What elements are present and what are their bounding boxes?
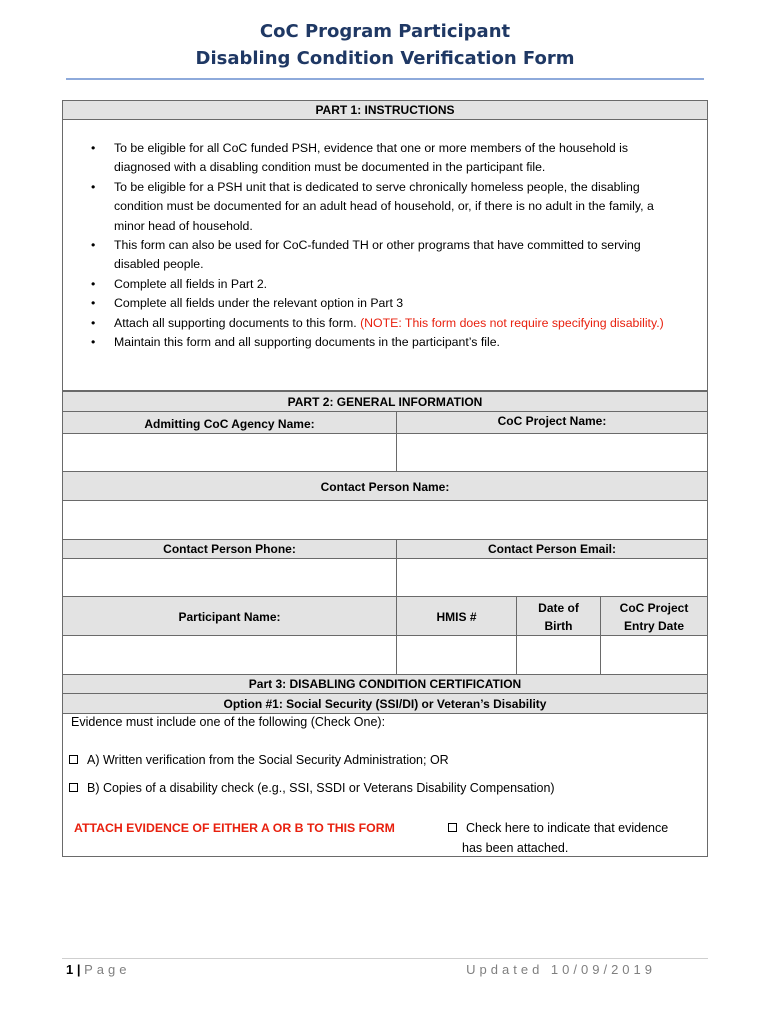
evidence-attached-label-1: Check here to indicate that evidence (466, 821, 669, 835)
contact-name-field[interactable] (62, 500, 708, 540)
evidence-attached-check[interactable] (448, 821, 668, 835)
evidence-attached-label-2: has been attached. (462, 841, 569, 855)
part1-header: PART 1: INSTRUCTIONS (62, 100, 708, 120)
bullet: • (91, 296, 96, 311)
instruction-item: • Complete all fields under the relevant option in Part 3 (91, 294, 681, 313)
part3-header: Part 3: DISABLING CONDITION CERTIFICATION (62, 674, 708, 694)
bullet: • (91, 335, 96, 350)
option-a[interactable] (69, 753, 449, 767)
instruction-item: • To be eligible for all CoC funded PSH, evidence that one or more members of the household is diagnosed with a disabling condition must be documented in the participant file. (91, 141, 629, 175)
bullet: • (91, 141, 96, 155)
dob-label: Date of Birth (516, 596, 601, 636)
option-b[interactable] (69, 781, 555, 795)
contact-name-label: Contact Person Name: (62, 471, 708, 501)
footer-divider (62, 958, 708, 959)
hmis-field[interactable] (396, 635, 517, 675)
instruction-item: • This form can also be used for CoC-funded TH or other programs that have committed to serving disabled people. (91, 238, 641, 272)
updated-date: Updated 10/09/2019 (466, 962, 656, 977)
attach-warning: ATTACH EVIDENCE OF EITHER A OR B TO THIS FORM (74, 821, 395, 835)
instruction-item: • Attach all supporting documents to this form. (NOTE: This form does not require specifying disability.) (91, 314, 681, 333)
form-title-line2: Disabling Condition Verification Form (195, 48, 575, 69)
bullet: • (91, 315, 96, 330)
contact-email-field[interactable] (396, 558, 708, 597)
project-name-label: CoC Project Name: (396, 411, 708, 434)
agency-name-field[interactable] (62, 433, 397, 472)
evidence-intro: Evidence must include one of the following (Check One): (71, 715, 386, 729)
title-underline (66, 78, 704, 80)
option-b-label: B) Copies of a disability check (e.g., SSI, SSDI or Veterans Disability Compensation) (87, 781, 555, 795)
bullet: • (91, 179, 96, 194)
instruction-item: • To be eligible for a PSH unit that is dedicated to serve chronically homeless people, the disabling condition must be documented for an adult head of household, or, if there is no adult in the family, a minor head of household. (91, 179, 654, 233)
contact-phone-label: Contact Person Phone: (62, 539, 397, 559)
evidence-attached-checkbox[interactable] (448, 823, 457, 832)
participant-name-label: Participant Name: (62, 596, 397, 636)
instructions-list (91, 139, 681, 352)
instruction-item: • Complete all fields in Part 2. (91, 275, 681, 294)
form-title-line1: CoC Program Participant (259, 21, 511, 42)
contact-email-label: Contact Person Email: (396, 539, 708, 559)
agency-name-label: Admitting CoC Agency Name: (62, 411, 397, 434)
contact-phone-field[interactable] (62, 558, 397, 597)
hmis-label: HMIS # (396, 596, 517, 636)
option-a-label: A) Written verification from the Social Security Administration; OR (87, 753, 449, 767)
project-name-field[interactable] (396, 433, 708, 472)
entry-date-field[interactable] (600, 635, 708, 675)
bullet: • (91, 238, 96, 253)
option1-header: Option #1: Social Security (SSI/DI) or Veteran’s Disability (62, 693, 708, 714)
option-b-checkbox[interactable] (69, 783, 78, 792)
instruction-item: • Maintain this form and all supporting documents in the participant’s file. (91, 333, 681, 352)
participant-name-field[interactable] (62, 635, 397, 675)
part2-header: PART 2: GENERAL INFORMATION (62, 391, 708, 412)
dob-field[interactable] (516, 635, 601, 675)
bullet: • (91, 276, 96, 291)
note-text: (NOTE: This form does not require specifying disability.) (360, 315, 664, 330)
page-number: 1 | Page (66, 962, 131, 977)
entry-date-label: CoC Project Entry Date (600, 596, 708, 636)
option-a-checkbox[interactable] (69, 755, 78, 764)
instructions-box (62, 119, 708, 391)
